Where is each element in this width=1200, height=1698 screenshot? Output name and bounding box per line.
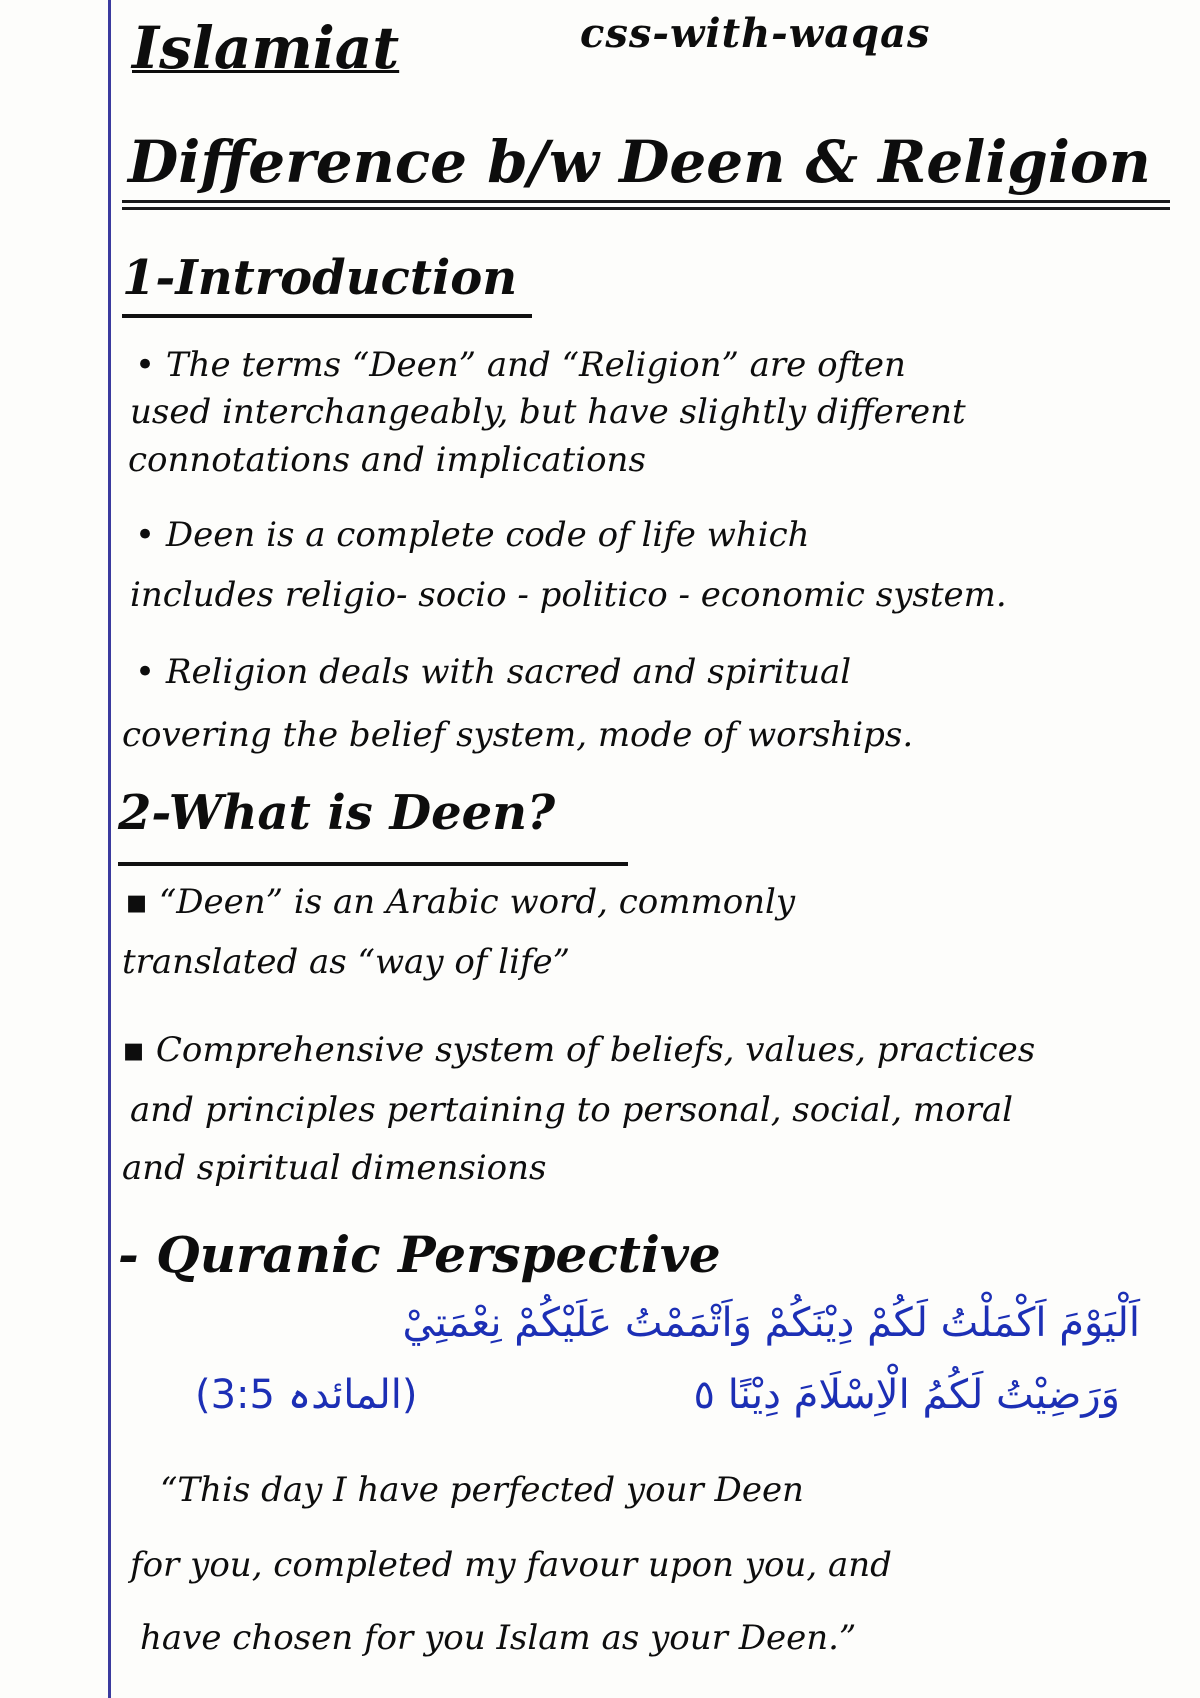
intro-line: used interchangeably, but have slightly different [130, 392, 966, 432]
translation-line: have chosen for you Islam as your Deen.” [140, 1618, 857, 1658]
title-underline [122, 200, 1170, 203]
section-heading-what-is-deen: 2-What is Deen? [118, 785, 556, 841]
intro-line: • Deen is a complete code of life which [135, 515, 810, 555]
verse-reference: (المائدہ 3:5) [195, 1372, 418, 1418]
section-heading-introduction: 1-Introduction [122, 250, 518, 306]
intro-line: connotations and implications [128, 440, 646, 480]
arabic-verse-line: وَرَضِيْتُ لَكُمُ الْاِسْلَامَ دِيْنًا ٥ [693, 1372, 1120, 1418]
translation-line: “This day I have perfected your Deen [160, 1470, 804, 1510]
margin-line [108, 0, 111, 1698]
deen-line: and principles pertaining to personal, social, moral [130, 1090, 1014, 1130]
section-underline [122, 314, 532, 318]
deen-line: ▪ Comprehensive system of beliefs, values, practices [122, 1030, 1036, 1070]
author-tag: css-with-waqas [580, 10, 931, 57]
subject-heading: Islamiat [132, 14, 400, 82]
intro-line: includes religio- socio - politico - economic system. [130, 575, 1007, 615]
page-title: Difference b/w Deen & Religion [128, 128, 1151, 196]
title-underline-2 [122, 207, 1170, 210]
quranic-heading: - Quranic Perspective [118, 1225, 721, 1284]
deen-line: translated as “way of life” [122, 942, 571, 982]
intro-line: • The terms “Deen” and “Religion” are often [135, 345, 906, 385]
intro-line: • Religion deals with sacred and spiritual [135, 652, 852, 692]
deen-line: and spiritual dimensions [122, 1148, 547, 1188]
deen-line: ▪ “Deen” is an Arabic word, commonly [125, 882, 796, 922]
intro-line: covering the belief system, mode of worships. [122, 715, 914, 755]
translation-line: for you, completed my favour upon you, and [130, 1545, 892, 1585]
arabic-verse-line: اَلْيَوْمَ اَكْمَلْتُ لَكُمْ دِيْنَكُمْ وَاَتْمَمْتُ عَلَيْكُمْ نِعْمَتِيْ [402, 1300, 1140, 1346]
section-underline [118, 862, 628, 866]
